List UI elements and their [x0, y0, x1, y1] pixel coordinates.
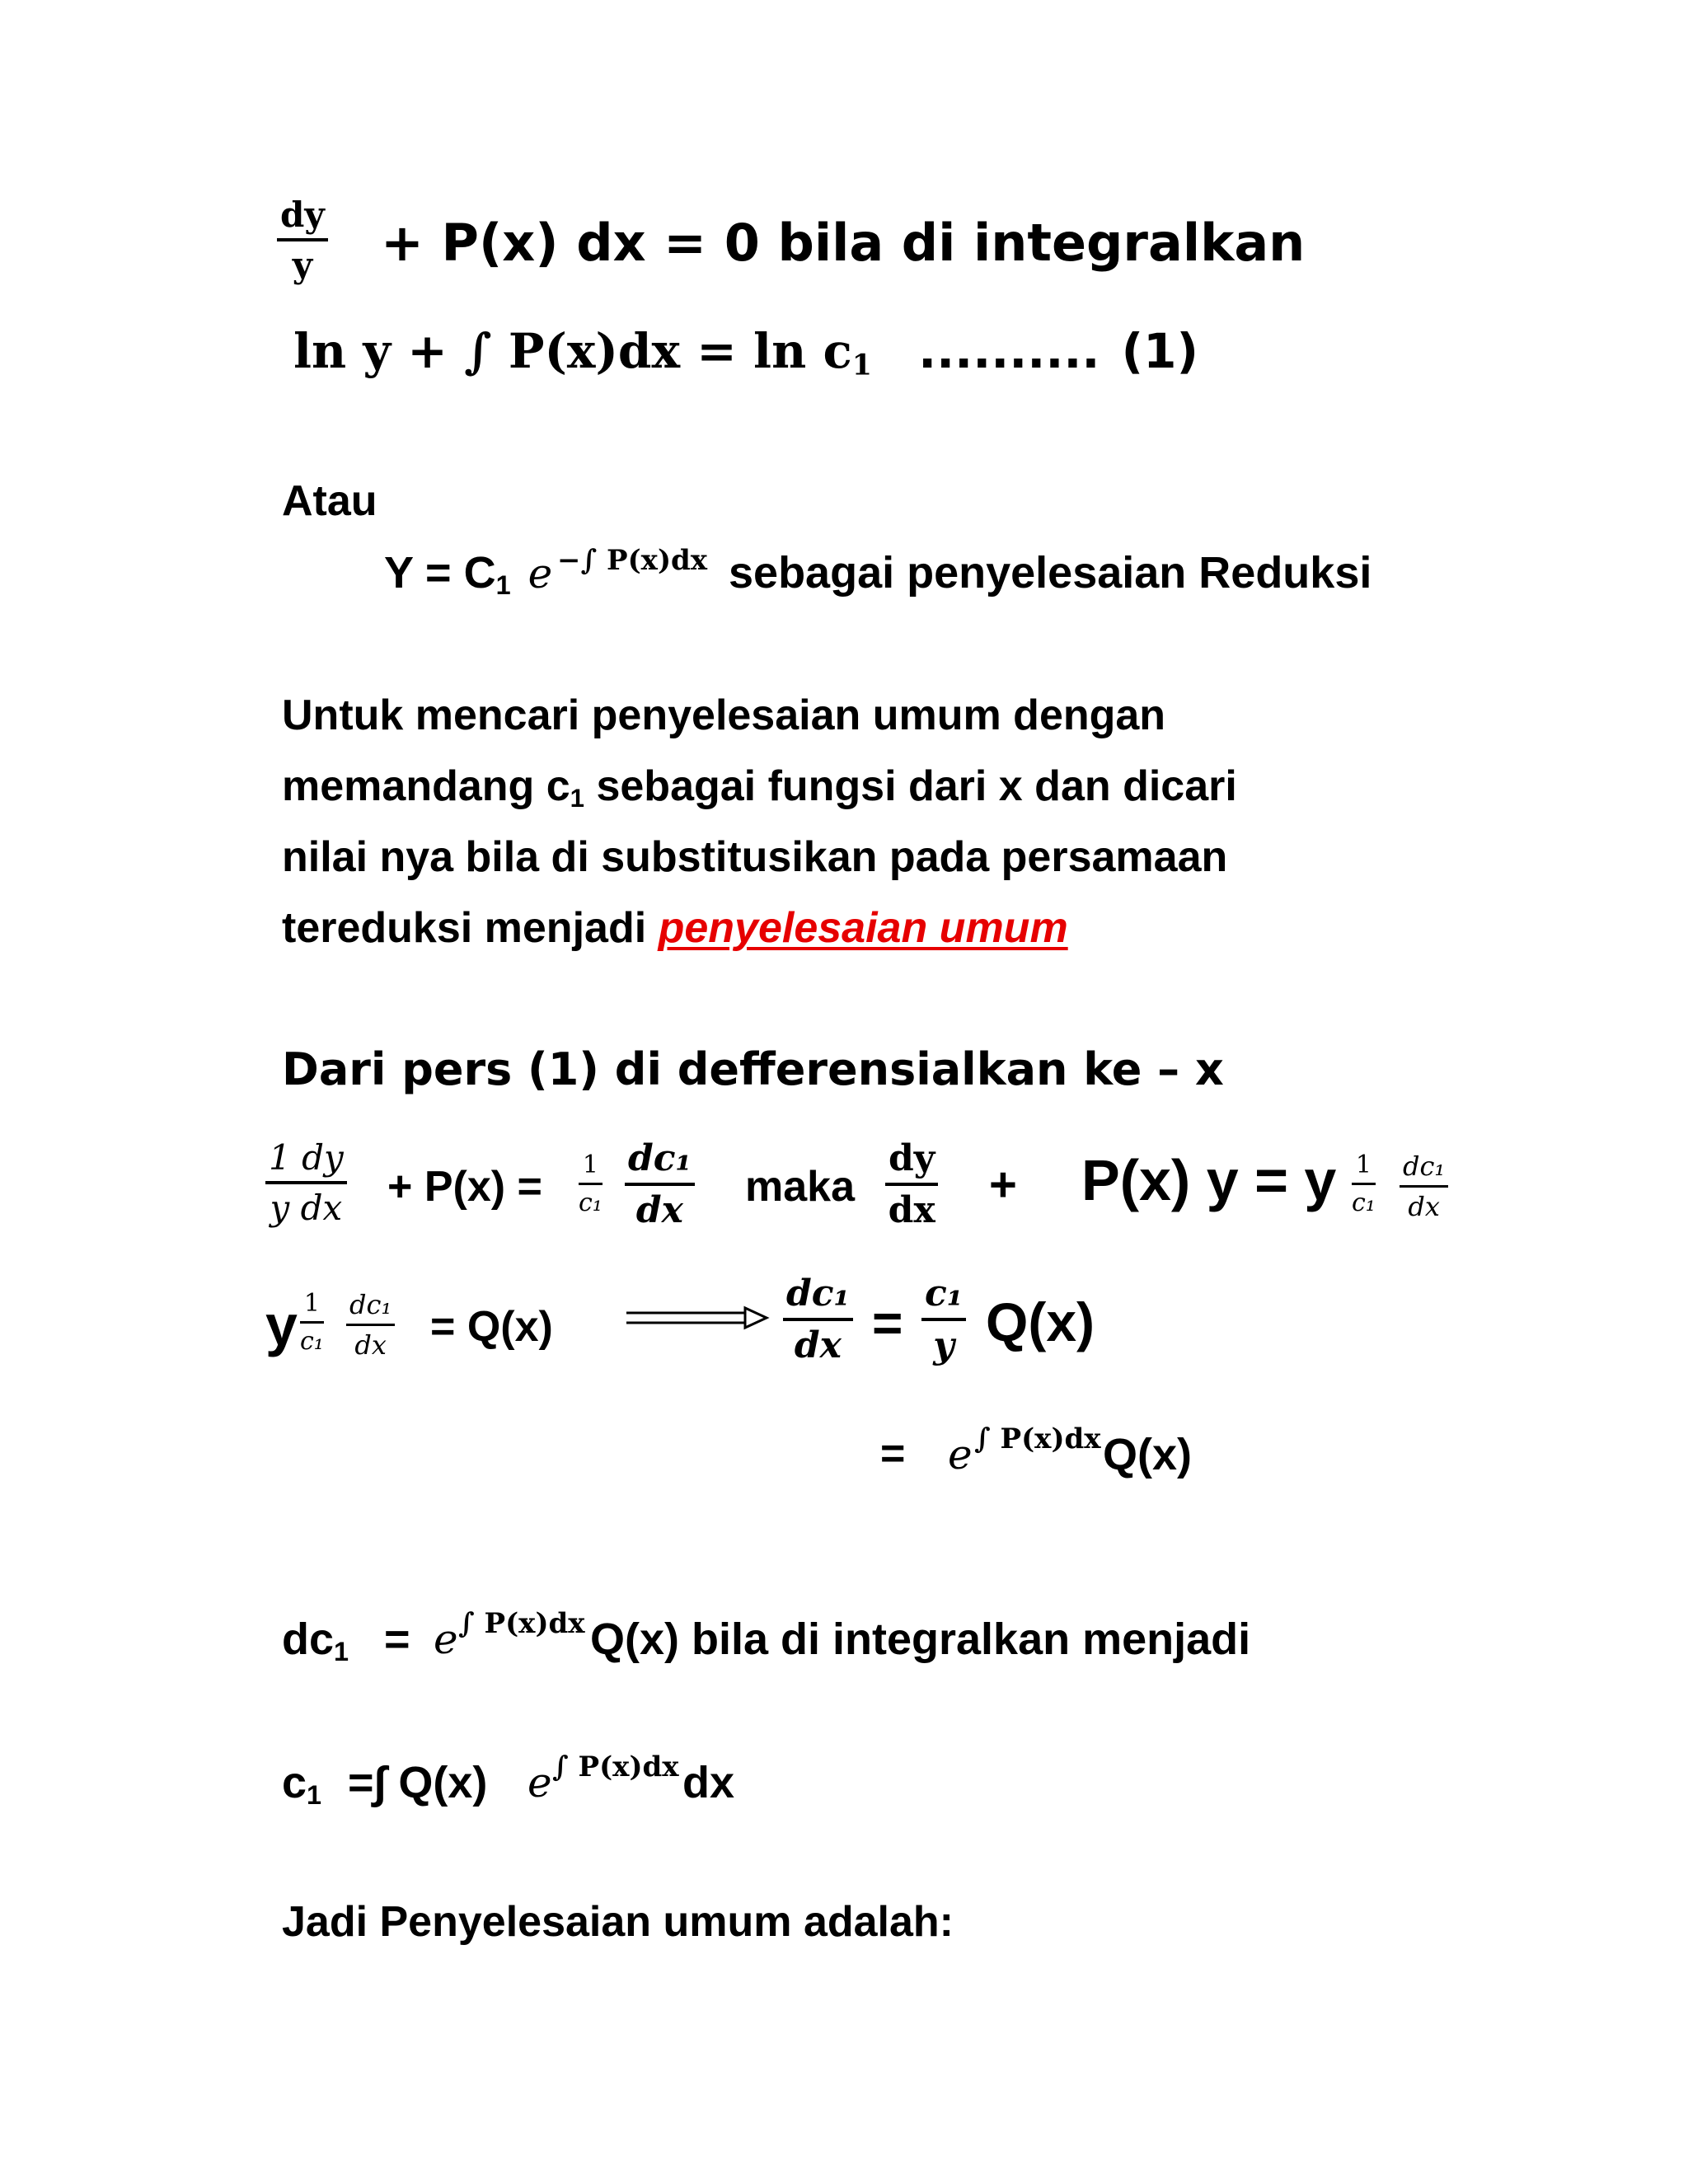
fraction-dy-over-y: [277, 194, 328, 285]
integral-expression: ln y + ∫ P(x)dx = ln c: [293, 323, 852, 379]
equals-sign: =: [880, 1430, 906, 1478]
eq4-lhs: [282, 1614, 349, 1667]
fraction-denominator: c₁: [579, 1188, 603, 1217]
subscript: 1: [495, 570, 511, 601]
fraction-numerator: 1 dy: [265, 1137, 347, 1184]
fraction-numerator: 1: [300, 1289, 324, 1324]
paragraph-text: sebagai fungsi dari x dan dicari: [596, 762, 1237, 810]
heading-dari-pers: Dari pers (1) di defferensialkan ke – x: [282, 1043, 1224, 1095]
eq5-dx: dx: [682, 1758, 735, 1807]
equals-sign: =: [384, 1615, 410, 1664]
fraction-1-over-c1: [300, 1289, 324, 1356]
fraction-1dy-ydx: [265, 1137, 347, 1228]
exponential-e: e: [528, 1759, 552, 1807]
eq1-big: P(x) y = y: [1081, 1148, 1337, 1212]
paragraph-line-4: [282, 903, 1068, 953]
exponential-e: e: [434, 1615, 458, 1663]
dots: ..........: [918, 323, 1100, 379]
fraction-denominator: y: [292, 245, 313, 285]
fraction-denominator: dx: [635, 1189, 683, 1231]
fraction-dc1-dx: [1400, 1151, 1448, 1222]
eq4-text: Q(x) bila di integralkan menjadi: [590, 1615, 1251, 1664]
eq5-integral: =∫ Q(x): [348, 1758, 488, 1807]
eq5-lhs: [282, 1757, 321, 1811]
reduksi-line: [384, 547, 552, 601]
eq2-y: y: [265, 1293, 298, 1357]
fraction-dy-dx: [885, 1137, 938, 1231]
exponent: −∫ P(x)dx: [557, 544, 708, 577]
reduksi-lhs: Y = C: [384, 548, 496, 598]
fraction-numerator: dc₁: [1400, 1151, 1448, 1188]
equation-line-1: + P(x) dx = 0 bila di integralkan: [381, 213, 1306, 273]
maka-word: maka: [745, 1163, 855, 1211]
paragraph-text: tereduksi menjadi: [282, 904, 659, 952]
fraction-dc1-dx: [783, 1272, 853, 1366]
c-text: c: [282, 1758, 307, 1807]
conclusion-heading: Jadi Penyelesaian umum adalah:: [282, 1898, 954, 1946]
fraction-denominator: dx: [354, 1329, 387, 1361]
exponent: ∫ P(x)dx: [552, 1750, 679, 1783]
fraction-numerator: dc₁: [625, 1137, 695, 1186]
fraction-numerator: 1: [579, 1151, 603, 1185]
implies-arrow-icon: [623, 1305, 770, 1330]
fraction-denominator: y: [933, 1324, 954, 1366]
subscript: 1: [851, 348, 872, 382]
exponent: ∫ P(x)dx: [974, 1422, 1101, 1455]
exponential-e: e: [528, 550, 553, 598]
fraction-denominator: c₁: [300, 1327, 324, 1356]
exponent: ∫ P(x)dx: [458, 1607, 585, 1640]
eq2-q: Q(x): [986, 1291, 1095, 1352]
plus-sign: +: [989, 1158, 1017, 1212]
exponential-e: e: [948, 1431, 973, 1479]
paragraph-text: memandang c: [282, 762, 570, 810]
paragraph-line-1: Untuk mencari penyelesaian umum dengan: [282, 691, 1166, 739]
eq3-q: Q(x): [1103, 1430, 1192, 1479]
equation-label: (1): [1121, 323, 1198, 379]
paragraph-line-3: nilai nya bila di substitusikan pada persamaan: [282, 833, 1228, 881]
subscript: 1: [307, 1780, 322, 1811]
heading-atau: Atau: [282, 477, 377, 525]
subscript: 1: [570, 783, 585, 813]
fraction-dc1-dx: [346, 1289, 395, 1361]
fraction-denominator: dx: [1408, 1191, 1440, 1222]
fraction-denominator: c₁: [1352, 1188, 1376, 1217]
fraction-c1-over-y: [921, 1272, 966, 1366]
reduksi-text: sebagai penyelesaian Reduksi: [729, 548, 1372, 598]
fraction-dc1-dx: [625, 1137, 695, 1231]
equals-sign: =: [872, 1293, 903, 1352]
fraction-numerator: dc₁: [783, 1272, 853, 1321]
fraction-numerator: 1: [1352, 1151, 1376, 1185]
dc-text: dc: [282, 1615, 335, 1664]
fraction-1-over-c1: [1352, 1151, 1376, 1217]
paragraph-line-2: [282, 762, 1237, 813]
eq1-mid: + P(x) =: [387, 1163, 542, 1211]
fraction-numerator: dy: [885, 1137, 938, 1186]
penyelesaian-umum-link[interactable]: penyelesaian umum: [658, 904, 1068, 952]
eq2-equals-q: = Q(x): [430, 1303, 553, 1351]
subscript: 1: [334, 1637, 349, 1667]
fraction-numerator: c₁: [921, 1272, 966, 1321]
fraction-denominator: dx: [794, 1324, 842, 1366]
fraction-denominator: y dx: [270, 1188, 343, 1228]
equation-line-2: [293, 323, 1198, 382]
fraction-1-over-c1: [579, 1151, 603, 1217]
fraction-numerator: dc₁: [346, 1289, 395, 1326]
fraction-numerator: dy: [277, 194, 328, 241]
fraction-denominator: dx: [888, 1189, 935, 1231]
